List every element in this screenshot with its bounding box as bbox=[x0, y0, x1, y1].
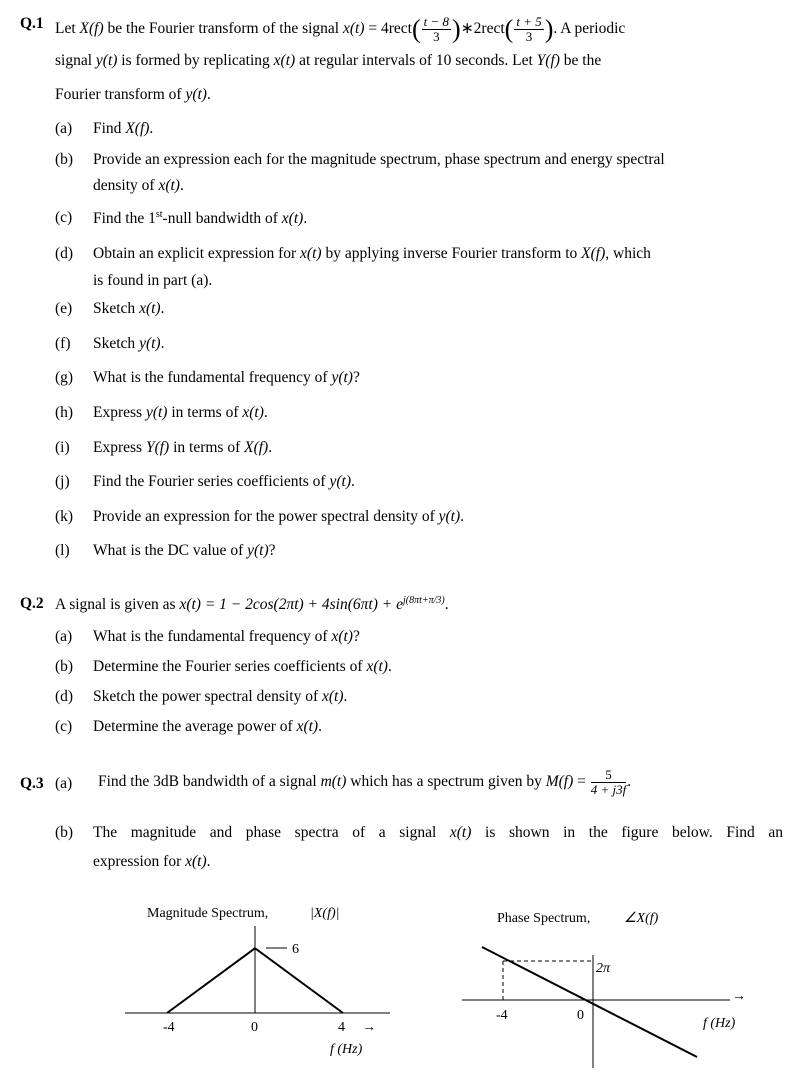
text: Express bbox=[93, 439, 146, 456]
math: x(t) bbox=[322, 688, 344, 705]
denominator: 3 bbox=[433, 29, 440, 44]
part-label: (g) bbox=[55, 369, 74, 386]
part-label: (d) bbox=[55, 245, 74, 262]
text: Provide an expression each for the magnitude spectrum, phase spectrum and energy spectral bbox=[93, 151, 665, 168]
peak-label: 6 bbox=[292, 942, 299, 957]
math: Y(f) bbox=[145, 439, 170, 456]
axis-arrow: → bbox=[732, 989, 746, 1004]
text: is shown in the figure below. Find an bbox=[471, 824, 784, 841]
text: = 4rect bbox=[364, 20, 412, 38]
text: ? bbox=[268, 542, 276, 559]
phase-curve bbox=[482, 947, 697, 1057]
text: by applying inverse Fourier transform to bbox=[321, 245, 582, 262]
text: . bbox=[160, 300, 165, 317]
text: A signal is given as bbox=[55, 596, 180, 614]
x-axis-label: f (Hz) bbox=[703, 1016, 736, 1031]
text: be the bbox=[559, 52, 602, 69]
part-label: (i) bbox=[55, 439, 70, 456]
part-label: (b) bbox=[55, 658, 74, 675]
text: Sketch bbox=[93, 300, 140, 317]
text: . bbox=[206, 86, 211, 103]
text: . bbox=[350, 473, 355, 490]
part-label: (a) bbox=[55, 120, 73, 137]
text: . bbox=[303, 210, 308, 228]
text: ? bbox=[352, 369, 360, 386]
exponent: j(8πt+π/3) bbox=[402, 595, 445, 606]
axis-arrow: → bbox=[362, 1020, 376, 1035]
x-axis-label: f (Hz) bbox=[330, 1042, 363, 1057]
text: at regular intervals of 10 seconds. Let bbox=[295, 52, 537, 69]
text: Determine the Fourier series coefficients of bbox=[93, 658, 367, 675]
text: What is the fundamental frequency of bbox=[93, 628, 332, 645]
math: x(t) bbox=[273, 52, 296, 69]
text: . bbox=[263, 404, 268, 421]
math: m(t) bbox=[320, 773, 347, 791]
text: . bbox=[318, 718, 322, 735]
text: . bbox=[206, 853, 211, 870]
math: M(f) bbox=[545, 773, 574, 791]
text: Express bbox=[93, 404, 146, 421]
text: Sketch bbox=[93, 335, 140, 352]
math: X(f) bbox=[581, 245, 606, 262]
text: Find bbox=[93, 120, 126, 137]
text: . bbox=[179, 177, 184, 194]
text: . bbox=[460, 508, 465, 525]
part-label: (c) bbox=[55, 209, 73, 226]
part-label: (k) bbox=[55, 508, 74, 525]
text: Find the Fourier series coefficients of bbox=[93, 473, 330, 490]
math: y(t) bbox=[145, 404, 168, 421]
text: What is the DC value of bbox=[93, 542, 248, 559]
text: Find the 3dB bandwidth of a signal bbox=[98, 773, 321, 791]
math: y(t) bbox=[331, 369, 353, 386]
text: Find the 1st-null bandwidth of bbox=[93, 209, 282, 228]
phase-spectrum-figure bbox=[462, 911, 746, 1068]
math: Y(f) bbox=[536, 52, 560, 69]
part-label: (h) bbox=[55, 404, 74, 421]
text: in terms of bbox=[169, 439, 245, 456]
text: The magnitude and phase spectra of a signal bbox=[93, 824, 450, 841]
text: . A periodic bbox=[553, 20, 626, 38]
math: x(t) bbox=[296, 718, 319, 735]
part-label: (f) bbox=[55, 335, 71, 352]
text: . bbox=[627, 773, 632, 791]
q1-label: Q.1 bbox=[20, 15, 44, 32]
text: . bbox=[444, 596, 449, 614]
q2-label: Q.2 bbox=[20, 595, 44, 612]
operator-text: ∗2rect bbox=[460, 20, 505, 38]
text: . bbox=[149, 120, 154, 137]
math: x(t) bbox=[342, 20, 365, 38]
text: . bbox=[268, 439, 273, 456]
text: , which bbox=[605, 245, 651, 262]
math: x(t) bbox=[300, 245, 322, 262]
math: y(t) bbox=[139, 335, 161, 352]
math: X(f) bbox=[125, 120, 150, 137]
part-label: (a) bbox=[55, 628, 73, 645]
denominator: 3 bbox=[525, 29, 533, 44]
text: expression for bbox=[93, 853, 186, 870]
numerator: 5 bbox=[591, 768, 627, 783]
text: in terms of bbox=[167, 404, 243, 421]
magnitude-title-math: |X(f)| bbox=[310, 906, 340, 921]
part-label: (l) bbox=[55, 542, 70, 559]
q3-label: Q.3 bbox=[20, 775, 44, 792]
text: What is the fundamental frequency of bbox=[93, 369, 332, 386]
math: X(f) bbox=[79, 20, 104, 38]
numerator: t − 8 bbox=[423, 14, 450, 29]
math: y(t) bbox=[95, 52, 118, 69]
text: . bbox=[387, 658, 392, 675]
math: y(t) bbox=[247, 542, 269, 559]
tick-label: 4 bbox=[338, 1020, 345, 1035]
q3-b-label: (b) bbox=[55, 824, 74, 841]
text: is found in part (a). bbox=[93, 272, 213, 289]
text: density of bbox=[93, 177, 159, 194]
tick-label: -4 bbox=[163, 1020, 175, 1035]
math: x(t) bbox=[242, 404, 264, 421]
phase-title: Phase Spectrum, bbox=[497, 911, 591, 926]
math: y(t) bbox=[329, 473, 351, 490]
text: Let bbox=[55, 20, 80, 38]
math: y(t) bbox=[185, 86, 207, 103]
q3-a-label: (a) bbox=[55, 775, 73, 792]
text: be the Fourier transform of the signal bbox=[103, 20, 343, 38]
text: . bbox=[160, 335, 165, 352]
text: Obtain an explicit expression for bbox=[93, 245, 301, 262]
text: Sketch the power spectral density of bbox=[93, 688, 322, 705]
numerator: t + 5 bbox=[516, 14, 542, 29]
part-label: (e) bbox=[55, 300, 73, 317]
part-label: (j) bbox=[55, 473, 70, 490]
part-label: (d) bbox=[55, 688, 74, 705]
math: x(t) bbox=[366, 658, 388, 675]
magnitude-spectrum-figure bbox=[125, 906, 390, 1057]
text: which has a spectrum given by bbox=[346, 773, 546, 791]
text: Determine the average power of bbox=[93, 718, 297, 735]
math: x(t) bbox=[158, 177, 180, 194]
y-value-label: 2π bbox=[596, 961, 611, 976]
tick-label: 0 bbox=[251, 1020, 258, 1035]
text: signal bbox=[55, 52, 96, 69]
text: = bbox=[573, 773, 590, 791]
tick-label: -4 bbox=[496, 1008, 508, 1023]
magnitude-title: Magnitude Spectrum, bbox=[147, 906, 269, 921]
math: x(t) bbox=[331, 628, 353, 645]
math: x(t) bbox=[281, 210, 304, 228]
math: x(t) = 1 − 2cos(2πt) + 4sin(6πt) + e bbox=[179, 596, 403, 614]
math: x(t) bbox=[449, 824, 472, 841]
part-label: (c) bbox=[55, 718, 73, 735]
text: ? bbox=[352, 628, 360, 645]
denominator: 4 + j3f bbox=[590, 782, 627, 797]
q1-line-1: Let X(f) be the Fourier transform of the signal x(t) = 4rect( $\frac{t - 8}{3}$ )∗2rect( $\frac{t + 5}{3}$ ). A periodic bbox=[55, 14, 626, 44]
math: X(f) bbox=[244, 439, 269, 456]
text: is formed by replicating bbox=[117, 52, 274, 69]
phase-title-math: ∠X(f) bbox=[624, 911, 659, 926]
math: x(t) bbox=[185, 853, 207, 870]
math: x(t) bbox=[139, 300, 161, 317]
text: Fourier transform of bbox=[55, 86, 186, 103]
tick-label: 0 bbox=[577, 1008, 584, 1023]
text: . bbox=[343, 688, 348, 705]
text: Provide an expression for the power spectral density of bbox=[93, 508, 439, 525]
part-label: (b) bbox=[55, 151, 74, 168]
math: y(t) bbox=[438, 508, 461, 525]
